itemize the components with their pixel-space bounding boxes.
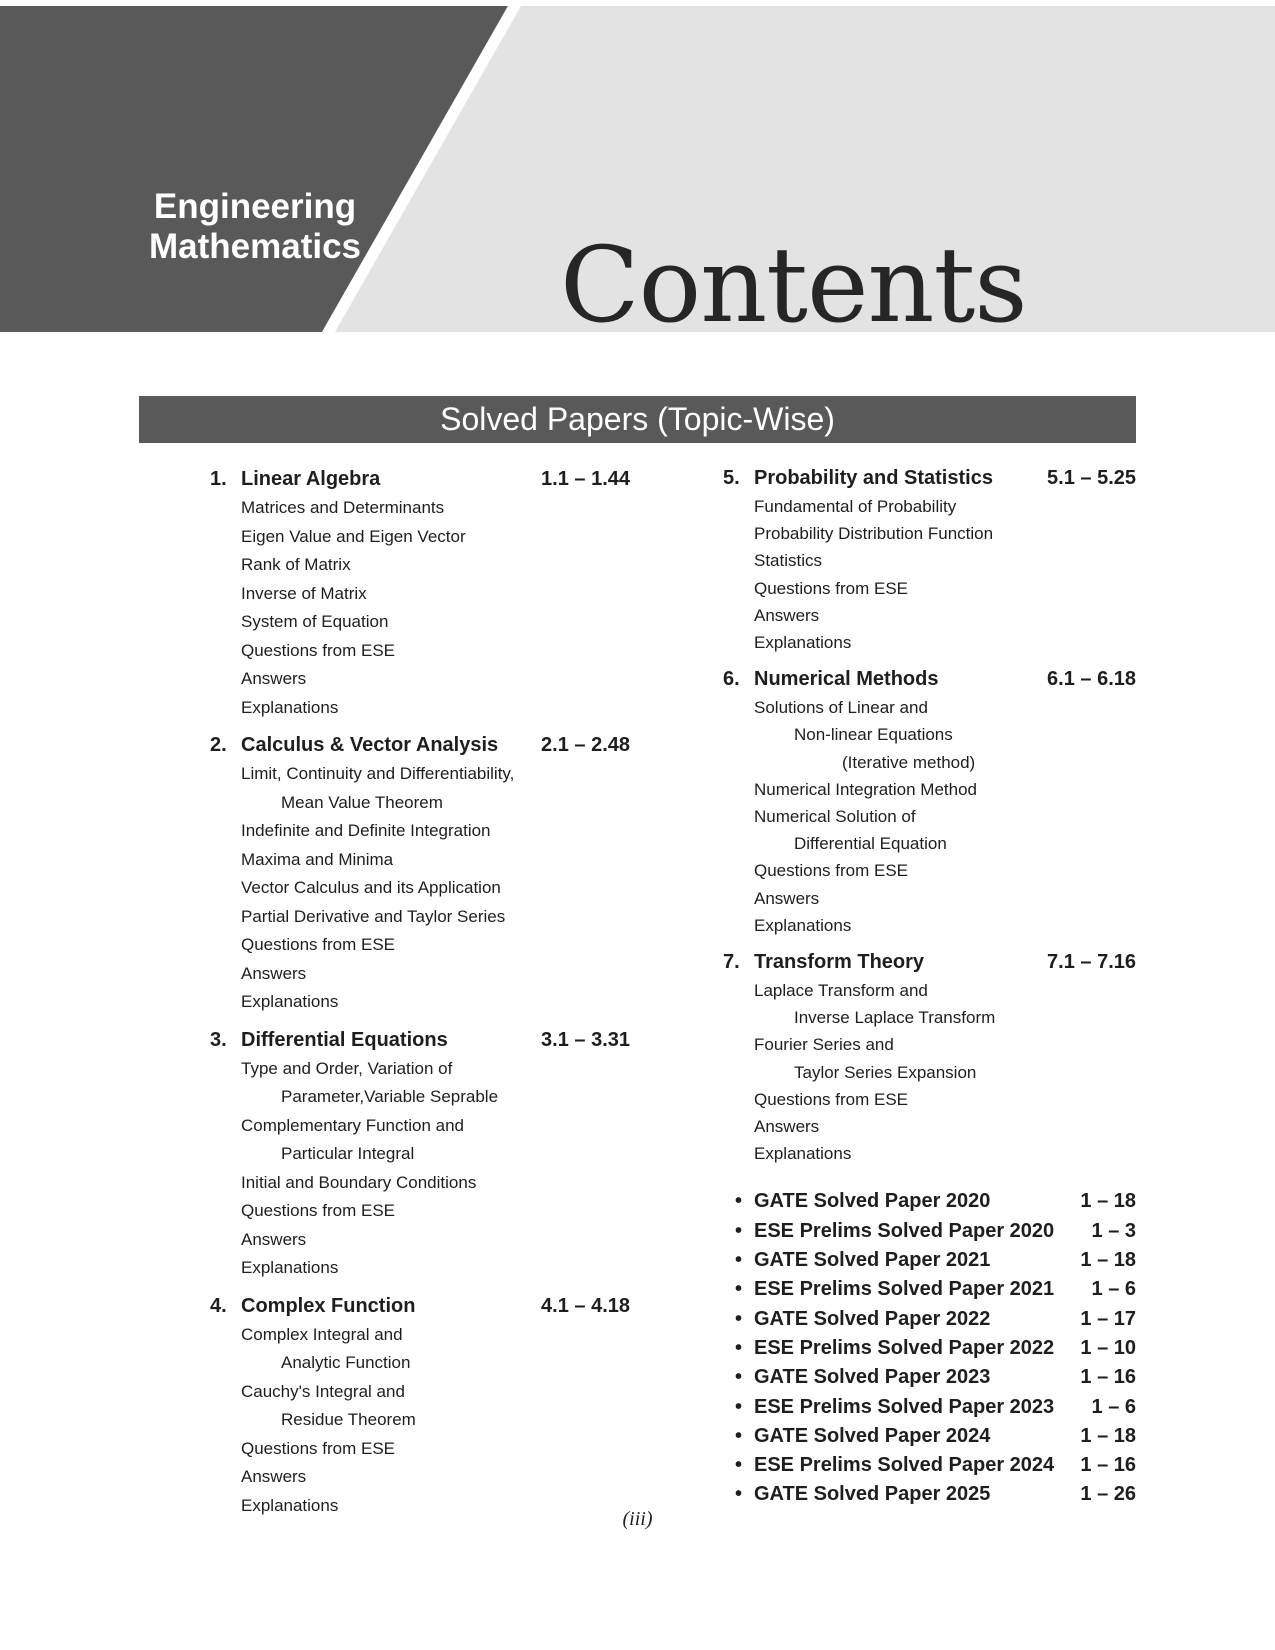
- topic-item: Vector Calculus and its Application: [241, 878, 501, 897]
- left-column: [210, 464, 630, 1528]
- paper-title: GATE Solved Paper 2023: [754, 1366, 991, 1389]
- solved-paper-item[interactable]: [723, 1305, 1136, 1334]
- contents-title: Contents: [560, 224, 1027, 346]
- solved-papers-list: [723, 1187, 1136, 1509]
- chapter-title: Probability and Statistics: [754, 467, 993, 489]
- chapter-page-range: 1.1 – 1.44: [541, 468, 630, 490]
- topic-item-continued: Inverse Laplace Transform: [794, 1008, 996, 1028]
- chapter-number: 6.: [723, 668, 740, 691]
- paper-title: GATE Solved Paper 2021: [754, 1249, 991, 1272]
- solved-paper-item[interactable]: [723, 1451, 1136, 1480]
- topic-item: Type and Order, Variation of: [241, 1058, 453, 1078]
- paper-page-range: 1 – 6: [1091, 1395, 1136, 1418]
- bullet-icon: •: [734, 1336, 742, 1359]
- topic-item: Questions from ESE: [241, 1438, 396, 1458]
- topic-item: Questions from ESE: [241, 640, 396, 660]
- topic-item: Initial and Boundary Conditions: [241, 1172, 477, 1192]
- topic-item: Cauchy's Integral and: [241, 1381, 405, 1401]
- topic-item: Partial Derivative and Taylor Series: [241, 906, 506, 926]
- bullet-icon: •: [734, 1424, 742, 1447]
- topic-item-continued: Non-linear Equations: [794, 725, 953, 745]
- chapter-4: [210, 1291, 630, 1521]
- bullet-icon: •: [734, 1395, 742, 1418]
- paper-title: ESE Prelims Solved Paper 2021: [754, 1278, 1055, 1301]
- paper-title: GATE Solved Paper 2020: [754, 1190, 991, 1213]
- chapter-heading[interactable]: [723, 463, 1136, 493]
- topic-item-continued: Analytic Function: [281, 1353, 411, 1372]
- chapter-topics: [723, 694, 1136, 939]
- paper-title: ESE Prelims Solved Paper 2024: [754, 1454, 1055, 1477]
- bullet-icon: •: [734, 1483, 742, 1506]
- page-number: (iii): [622, 1508, 653, 1530]
- topic-item: Eigen Value and Eigen Vector: [241, 526, 466, 546]
- chapter-number: 2.: [210, 734, 227, 756]
- topic-item: Explanations: [241, 1495, 339, 1515]
- paper-title: ESE Prelims Solved Paper 2020: [754, 1219, 1055, 1242]
- topic-item: Inverse of Matrix: [241, 583, 367, 603]
- topic-item: Questions from ESE: [241, 1201, 396, 1220]
- topic-item: Answers: [241, 1467, 307, 1486]
- topic-item: Numerical Solution of: [754, 807, 916, 827]
- topic-item: Fundamental of Probability: [754, 497, 957, 516]
- chapter-topics: [210, 1321, 630, 1521]
- topic-item: Solutions of Linear and: [754, 698, 928, 718]
- chapter-6: [723, 664, 1136, 939]
- paper-page-range: 1 – 16: [1080, 1454, 1136, 1477]
- topic-item: Limit, Continuity and Differentiability,: [241, 764, 515, 783]
- bullet-icon: •: [734, 1366, 742, 1389]
- chapter-title: Complex Function: [241, 1294, 416, 1317]
- topic-item: Fourier Series and: [754, 1035, 894, 1055]
- chapter-number: 7.: [723, 951, 740, 974]
- chapter-heading[interactable]: [210, 730, 630, 760]
- chapter-title: Calculus & Vector Analysis: [241, 734, 499, 756]
- topic-item: Answers: [241, 669, 307, 688]
- topic-item: Maxima and Minima: [241, 849, 394, 869]
- chapter-number: 4.: [210, 1294, 227, 1317]
- paper-page-range: 1 – 18: [1080, 1249, 1136, 1272]
- chapter-title: Transform Theory: [754, 951, 925, 974]
- chapter-page-range: 5.1 – 5.25: [1047, 467, 1136, 489]
- topic-item: Answers: [241, 1229, 307, 1249]
- solved-paper-item[interactable]: [723, 1275, 1136, 1304]
- chapter-page-range: 4.1 – 4.18: [541, 1294, 630, 1317]
- book-title-line1: Engineering: [153, 187, 357, 226]
- chapter-heading[interactable]: [723, 664, 1136, 694]
- bullet-icon: •: [734, 1219, 742, 1242]
- topic-item: Explanations: [241, 697, 339, 717]
- topic-item-continued: Particular Integral: [281, 1144, 415, 1163]
- chapter-number: 5.: [723, 467, 740, 489]
- paper-page-range: 1 – 18: [1080, 1190, 1136, 1213]
- solved-paper-item[interactable]: [723, 1246, 1136, 1275]
- bullet-icon: •: [734, 1307, 742, 1330]
- chapter-topics: [210, 494, 630, 722]
- chapter-heading[interactable]: [723, 947, 1136, 977]
- bullet-icon: •: [734, 1278, 742, 1301]
- paper-title: GATE Solved Paper 2025: [754, 1483, 991, 1506]
- chapter-number: 1.: [210, 468, 227, 490]
- topic-item-continued: Differential Equation: [794, 834, 947, 854]
- book-title-line2: Mathematics: [148, 227, 362, 266]
- chapter-topics: [210, 1055, 630, 1283]
- paper-page-range: 1 – 6: [1091, 1278, 1136, 1301]
- chapter-heading[interactable]: [210, 1291, 630, 1321]
- topic-item-continued: (Iterative method): [842, 752, 976, 772]
- paper-page-range: 1 – 10: [1080, 1336, 1136, 1359]
- chapter-2: [210, 730, 630, 1017]
- topic-item-continued: Mean Value Theorem: [281, 792, 443, 812]
- chapter-page-range: 3.1 – 3.31: [541, 1028, 630, 1051]
- topic-item: Complementary Function and: [241, 1115, 465, 1135]
- paper-title: ESE Prelims Solved Paper 2022: [754, 1336, 1055, 1359]
- topic-item: Explanations: [241, 992, 339, 1011]
- book-title: [130, 187, 380, 267]
- topic-item: Laplace Transform and: [754, 981, 928, 1001]
- topic-item: Explanations: [241, 1258, 339, 1277]
- chapter-page-range: 6.1 – 6.18: [1047, 668, 1136, 691]
- chapter-title: Differential Equations: [241, 1028, 448, 1051]
- topic-item: Questions from ESE: [754, 861, 909, 881]
- paper-title: GATE Solved Paper 2024: [754, 1424, 991, 1447]
- paper-title: GATE Solved Paper 2022: [754, 1307, 991, 1330]
- chapter-3: [210, 1025, 630, 1283]
- topic-item-continued: Parameter,Variable Seprable: [281, 1087, 499, 1106]
- topic-item: Answers: [241, 963, 307, 983]
- topic-item: Answers: [754, 605, 820, 625]
- chapter-number: 3.: [210, 1028, 227, 1051]
- chapter-title: Linear Algebra: [241, 468, 381, 490]
- chapter-page-range: 2.1 – 2.48: [541, 734, 630, 756]
- topic-item: Rank of Matrix: [241, 555, 351, 574]
- topic-item: Matrices and Determinants: [241, 498, 445, 517]
- paper-page-range: 1 – 26: [1080, 1483, 1136, 1506]
- topic-item: Explanations: [754, 915, 852, 935]
- solved-paper-item[interactable]: [723, 1480, 1136, 1509]
- topic-item: Explanations: [754, 1144, 852, 1164]
- solved-paper-item[interactable]: [723, 1334, 1136, 1363]
- topic-item: Statistics: [754, 551, 823, 571]
- topic-item: Questions from ESE: [754, 1089, 909, 1109]
- chapter-5: [723, 463, 1136, 656]
- bullet-icon: •: [734, 1454, 742, 1477]
- bullet-icon: •: [734, 1190, 742, 1213]
- chapter-title: Numerical Methods: [754, 668, 939, 691]
- topic-item: Indefinite and Definite Integration: [241, 821, 491, 840]
- topic-item: Probability Distribution Function: [754, 524, 994, 544]
- topic-item: Answers: [754, 888, 820, 908]
- chapter-topics: [210, 760, 630, 1017]
- chapter-topics: [723, 977, 1136, 1167]
- bullet-icon: •: [734, 1249, 742, 1272]
- topic-item: System of Equation: [241, 612, 389, 631]
- paper-title: ESE Prelims Solved Paper 2023: [754, 1395, 1055, 1418]
- paper-page-range: 1 – 18: [1080, 1424, 1136, 1447]
- topic-item: Answers: [754, 1117, 820, 1137]
- topic-item-continued: Residue Theorem: [281, 1410, 416, 1429]
- solved-paper-item[interactable]: [723, 1422, 1136, 1451]
- right-column: [723, 463, 1136, 1510]
- chapter-topics: [723, 493, 1136, 656]
- solved-paper-item[interactable]: [723, 1363, 1136, 1392]
- solved-paper-item[interactable]: [723, 1393, 1136, 1422]
- chapter-page-range: 7.1 – 7.16: [1047, 951, 1136, 974]
- topic-item-continued: Taylor Series Expansion: [794, 1062, 977, 1082]
- paper-page-range: 1 – 16: [1080, 1366, 1136, 1389]
- topic-item: Questions from ESE: [241, 935, 396, 954]
- topic-item: Questions from ESE: [754, 578, 909, 598]
- paper-page-range: 1 – 3: [1091, 1219, 1136, 1242]
- topic-item: Complex Integral and: [241, 1324, 403, 1344]
- chapter-7: [723, 947, 1136, 1167]
- chapter-heading[interactable]: [210, 1025, 630, 1055]
- chapter-1: [210, 464, 630, 722]
- solved-paper-item[interactable]: [723, 1187, 1136, 1216]
- solved-paper-item[interactable]: [723, 1217, 1136, 1246]
- section-banner: Solved Papers (Topic-Wise): [139, 396, 1136, 443]
- chapter-heading[interactable]: [210, 464, 630, 494]
- paper-page-range: 1 – 17: [1080, 1307, 1136, 1330]
- topic-item: Numerical Integration Method: [754, 779, 978, 799]
- topic-item: Explanations: [754, 633, 852, 653]
